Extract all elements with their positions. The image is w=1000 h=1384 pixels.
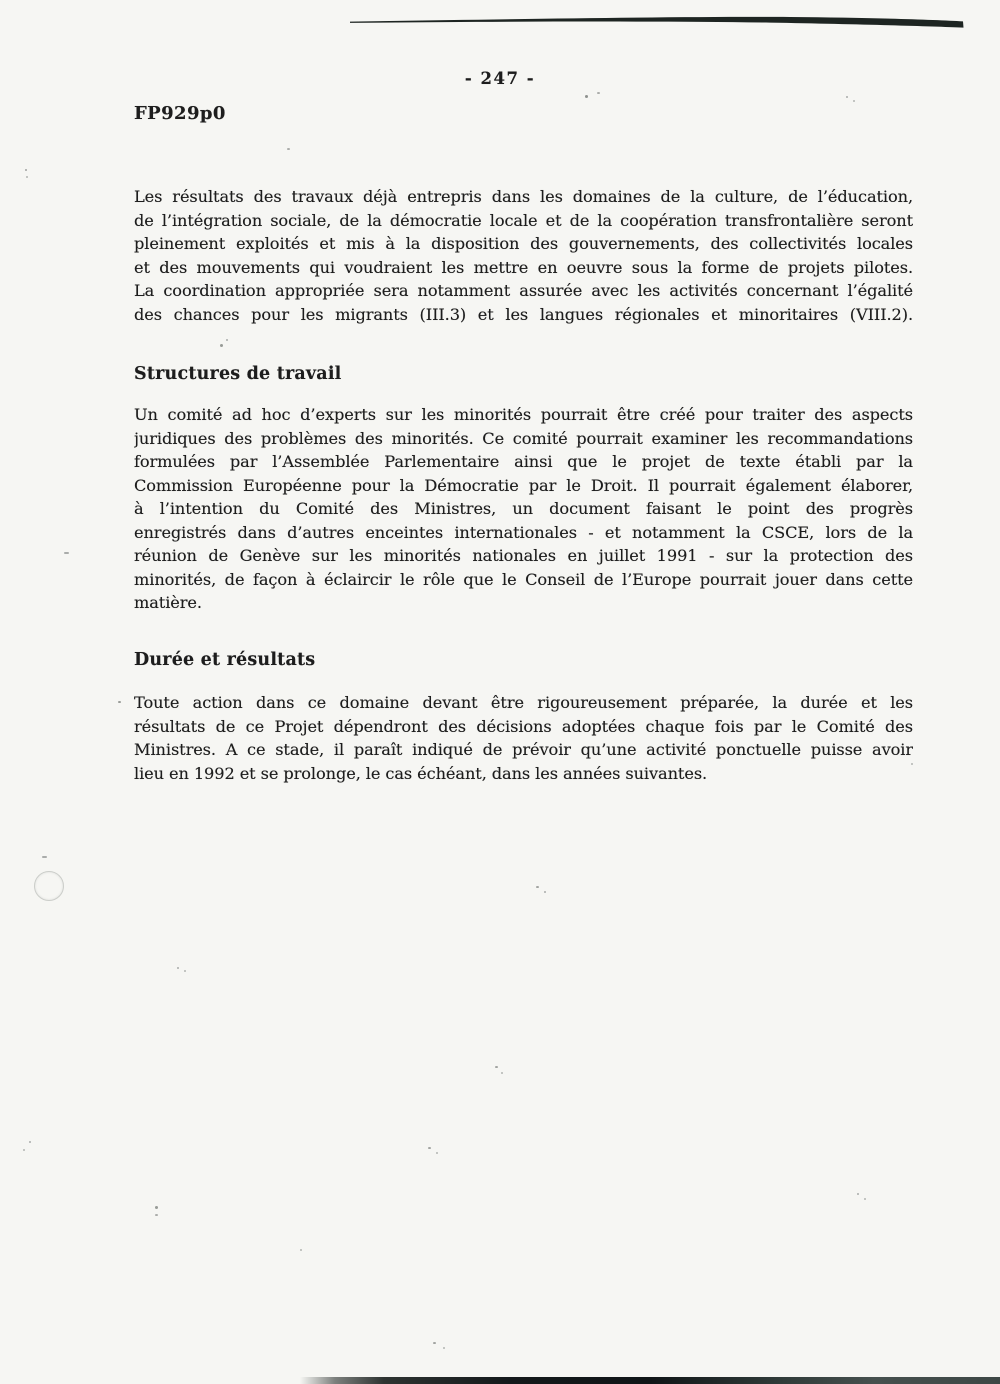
text-line: juridiques des problèmes des minorités. Ce comité pourrait examiner les recommandations (134, 428, 913, 448)
scan-speck (25, 169, 27, 171)
top-scan-bar (0, 0, 1000, 40)
scan-speck (29, 1141, 31, 1143)
text-line: pleinement exploités et mis à la disposition des gouvernements, des collectivités locales (134, 234, 913, 253)
scan-speck (184, 970, 186, 972)
scan-speck (155, 1214, 158, 1216)
page-number: - 247 - (464, 69, 536, 88)
document-reference: FP929p0 (134, 103, 226, 124)
scan-speck (428, 1147, 431, 1149)
text-line: Ministres. A ce stade, il paraît indiqué de prévoir qu’une activité ponctuelle puisse avoir (134, 740, 913, 759)
text-line: minorités, de façon à éclaircir le rôle que le Conseil de l’Europe pourrait jouer dans cette (134, 569, 913, 589)
scan-speck (155, 1206, 158, 1209)
scan-speck (846, 96, 848, 98)
scan-speck (220, 344, 223, 347)
scan-speck (536, 886, 539, 888)
paragraph-duree (134, 691, 913, 785)
scan-speck (436, 1152, 438, 1154)
scan-speck (433, 1342, 436, 1344)
text-line: lieu en 1992 et se prolonge, le cas échéant, dans les années suivantes. (134, 763, 708, 783)
text-line: matière. (134, 593, 202, 612)
section-heading-structures: Structures de travail (134, 364, 342, 384)
text-line: réunion de Genève sur les minorités nationales en juillet 1991 - sur la protection des (134, 546, 913, 565)
scan-speck (443, 1347, 445, 1349)
paragraph-structures (134, 403, 913, 615)
scan-speck (911, 763, 913, 765)
text-line: et des mouvements qui voudraient les mettre en oeuvre sous la forme de projets pilotes. (134, 257, 913, 277)
scan-speck (585, 95, 588, 98)
scan-speck (226, 339, 228, 341)
bottom-scan-bar (300, 1377, 1000, 1384)
scan-speck (597, 92, 600, 94)
scan-speck (300, 1249, 302, 1251)
scan-speck (118, 701, 121, 703)
scan-speck (864, 1198, 866, 1200)
scan-speck (64, 552, 69, 554)
text-line: Un comité ad hoc d’experts sur les minorités pourrait être créé pour traiter des aspects (134, 405, 913, 424)
paragraph-intro (134, 185, 913, 326)
text-line: résultats de ce Projet dépendront des décisions adoptées chaque fois par le Comité des (134, 716, 913, 736)
text-line: de l’intégration sociale, de la démocratie locale et de la coopération transfrontalière seront (134, 210, 913, 230)
scan-speck (853, 100, 855, 102)
scan-speck (26, 176, 28, 178)
text-line: des chances pour les migrants (III.3) et les langues régionales et minoritaires (VIII.2). (134, 304, 913, 324)
text-line: Les résultats des travaux déjà entrepris dans les domaines de la culture, de l’éducation, (134, 187, 913, 206)
text-line: à l’intention du Comité des Ministres, un document faisant le point des progrès (134, 499, 913, 518)
scan-speck (544, 891, 546, 893)
text-line: Toute action dans ce domaine devant être rigoureusement préparée, la durée et les (134, 693, 913, 712)
scan-speck (495, 1066, 498, 1068)
scan-speck (42, 856, 47, 858)
section-heading-duree: Durée et résultats (134, 650, 316, 670)
text-line: La coordination appropriée sera notamment assurée avec les activités concernant l’égalité (134, 281, 913, 300)
scan-circle-artifact (34, 871, 64, 901)
text-line: Commission Européenne pour la Démocratie par le Droit. Il pourrait également élaborer, (134, 475, 913, 495)
text-line: formulées par l’Assemblée Parlementaire ainsi que le projet de texte établi par la (134, 452, 913, 471)
text-line: enregistrés dans d’autres enceintes internationales - et notamment la CSCE, lors de la (134, 522, 913, 542)
scan-speck (287, 148, 290, 150)
scan-speck (857, 1193, 859, 1195)
scan-speck (501, 1072, 503, 1074)
scan-speck (23, 1149, 25, 1151)
scan-speck (177, 967, 179, 969)
